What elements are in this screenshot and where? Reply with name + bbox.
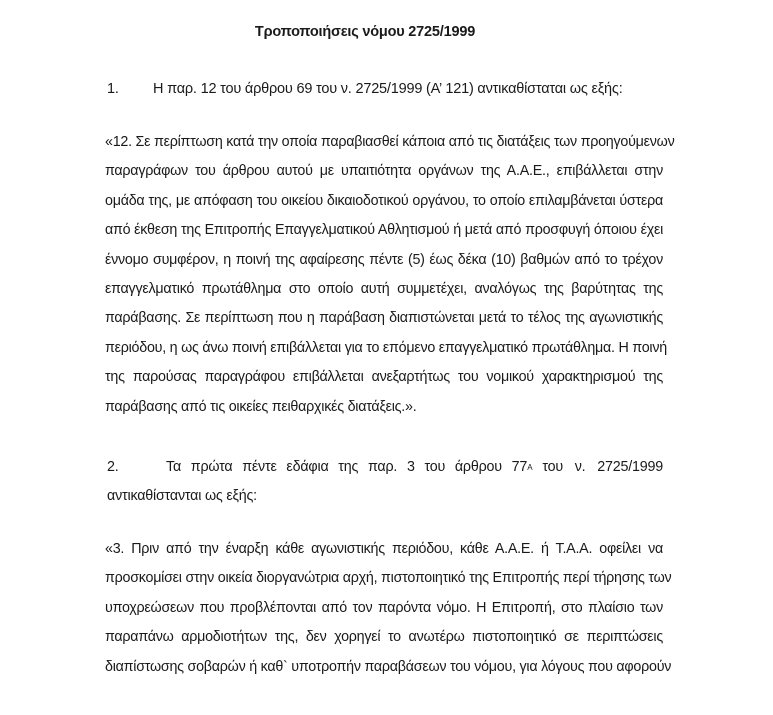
paragraph-line: διαπίστωσης σοβαρών ή καθ` υποτροπήν παραβάσεων του νόμου, για λόγους που αφορούν <box>105 658 672 675</box>
item-1-heading-text: Η παρ. 12 του άρθρου 69 του ν. 2725/1999 (Α’ 121) αντικαθίσταται ως εξής: <box>153 81 623 97</box>
paragraph-line: από έκθεση της Επιτροπής Επαγγελματικού Αθλητισμού ή μετά από προσφυγή όποιου έχει <box>105 222 663 239</box>
item-1-heading <box>107 81 623 97</box>
item-2-heading-line2: αντικαθίστανται ως εξής: <box>107 488 257 505</box>
item-2-heading <box>107 453 663 512</box>
paragraph-line: «3. Πριν από την έναρξη κάθε αγωνιστικής περιόδου, κάθε Α.Α.Ε. ή Τ.Α.Α. οφείλει να <box>105 541 663 557</box>
paragraph-line: της παρούσας παραγράφου επιβάλλεται ανεξαρτήτως του νομικού χαρακτηρισμού της <box>105 369 663 386</box>
paragraph-line: ομάδα της, με απόφαση του οικείου δικαιοδοτικού οργάνου, το οποίο επιλαμβάνεται ύστερα <box>105 192 663 209</box>
item-2-heading-text: Τα πρώτα πέντε εδάφια της παρ. 3 του άρθρου 77 Α του ν. 2725/1999 <box>166 453 663 482</box>
item-2-number: 2. <box>107 459 119 475</box>
paragraph-line: έννομο συμφέρον, η ποινή της αφαίρεσης πέντε (5) έως δέκα (10) βαθμών από το τρέχον <box>105 251 663 268</box>
item-1-number: 1. <box>107 81 119 97</box>
paragraph-line: επαγγελματικό πρωτάθλημα στο οποίο αυτή συμμετέχει, αναλόγως της βαρύτητας της <box>105 280 663 297</box>
document-title: Τροποποιήσεις νόμου 2725/1999 <box>254 24 476 40</box>
paragraph-line: παράβασης. Σε περίπτωση που η παράβαση διαπιστώνεται μετά το τέλος της αγωνιστικής <box>105 310 663 327</box>
item-2-quoted-paragraph <box>105 535 672 682</box>
paragraph-line: προσκομίσει στην οικεία διοργανώτρια αρχή, πιστοποιητικό της Επιτροπής περί τήρησης των <box>105 570 672 587</box>
paragraph-line: παράβασης από τις οικείες πειθαρχικές διατάξεις.». <box>105 398 417 415</box>
paragraph-line: παραπάνω αρμοδιοτήτων της, δεν χορηγεί το ανωτέρω πιστοποιητικό σε περιπτώσεις <box>105 629 663 646</box>
superscript-a: Α <box>527 463 533 472</box>
paragraph-line: «12. Σε περίπτωση κατά την οποία παραβιασθεί κάποια από τις διατάξεις των προηγούμενων <box>105 134 675 150</box>
paragraph-line: παραγράφων του άρθρου αυτού με υπαιτιότητα οργάνων της Α.Α.Ε., επιβάλλεται στην <box>105 163 663 180</box>
paragraph-line: υποχρεώσεων που προβλέπονται από τον παρόντα νόμο. Η Επιτροπή, στο πλαίσιο των <box>105 599 663 616</box>
item-1-quoted-paragraph <box>105 128 675 422</box>
paragraph-line: περιόδου, η ως άνω ποινή επιβάλλεται για το επόμενο επαγγελματικό πρωτάθλημα. Η ποινή <box>105 339 667 356</box>
